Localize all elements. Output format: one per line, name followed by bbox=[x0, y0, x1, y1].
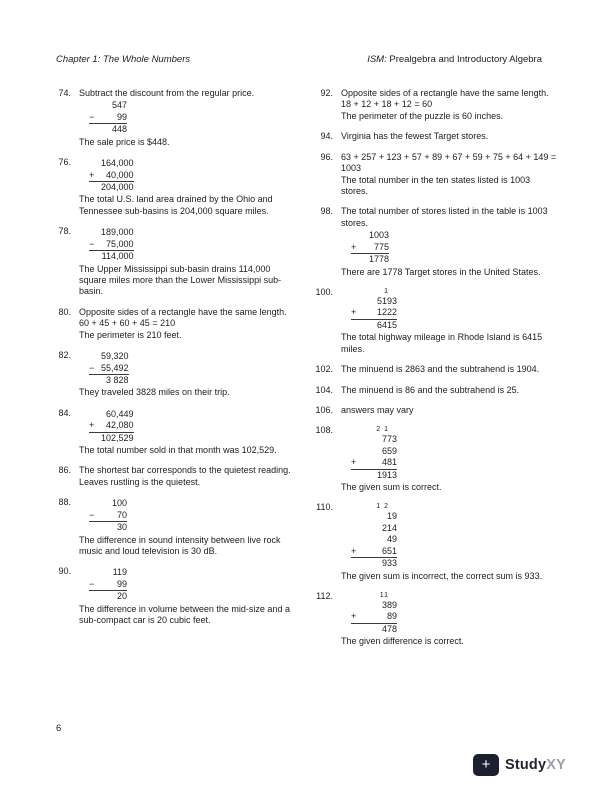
solution-text: answers may vary bbox=[341, 404, 414, 415]
carry-digits: 1 bbox=[384, 287, 389, 295]
solution-text: The difference in sound intensity between live rock music and loud television is 30 dB. bbox=[79, 534, 281, 556]
carry-row bbox=[351, 288, 397, 296]
problem-body bbox=[341, 405, 557, 416]
stack-row bbox=[89, 420, 134, 432]
operand-value: 89 bbox=[386, 611, 397, 622]
logo-wordmark bbox=[505, 756, 566, 774]
solution-text: 63 + 257 + 123 + 57 + 89 + 67 + 59 + 75 + 64 + 149 = 1003 bbox=[341, 151, 557, 174]
stack-result-row bbox=[351, 558, 397, 570]
stack-row bbox=[351, 523, 397, 534]
operand-value: 481 bbox=[381, 457, 397, 468]
operand-value: 119 bbox=[112, 567, 127, 578]
stack-result-row bbox=[89, 432, 134, 444]
problem bbox=[45, 497, 295, 557]
problem-number: 102. bbox=[315, 364, 333, 375]
problem-body bbox=[79, 566, 295, 626]
problem-number: 92. bbox=[320, 88, 333, 99]
operator-sign bbox=[351, 446, 363, 457]
math-stack bbox=[351, 230, 389, 265]
problem-number: 82. bbox=[58, 350, 71, 361]
result-value: 3 828 bbox=[101, 374, 129, 386]
stack-row bbox=[351, 230, 389, 241]
operator-sign bbox=[351, 511, 363, 522]
result-value: 1778 bbox=[363, 254, 389, 266]
problem bbox=[45, 226, 295, 298]
operand-value: 775 bbox=[373, 241, 389, 252]
problem-body bbox=[341, 502, 557, 582]
operator-sign: − bbox=[89, 238, 95, 249]
operator-sign: + bbox=[89, 169, 95, 180]
solution-text: The shortest bar corresponds to the quietest reading. Leaves rustling is the quietest. bbox=[79, 465, 291, 487]
stack-row bbox=[351, 534, 397, 545]
problem-body bbox=[341, 425, 557, 493]
problem-body bbox=[79, 350, 295, 399]
result-value: 20 bbox=[101, 591, 127, 603]
result-value: 30 bbox=[101, 522, 127, 534]
solution-text: The minuend is 2863 and the subtrahend is 1904. bbox=[341, 364, 540, 375]
column-right bbox=[307, 88, 557, 657]
math-stack bbox=[89, 158, 134, 193]
operator-sign bbox=[89, 351, 101, 362]
operator-sign: + bbox=[351, 241, 357, 252]
stack-result-row bbox=[89, 374, 129, 386]
problem bbox=[45, 88, 295, 148]
operand-value: 60,449 bbox=[106, 408, 134, 419]
problem-body bbox=[79, 307, 295, 341]
problem-body bbox=[341, 385, 557, 396]
studyxy-logo bbox=[473, 754, 566, 776]
solution-text: They traveled 3828 miles on their trip. bbox=[79, 387, 230, 398]
result-value: 478 bbox=[363, 623, 397, 635]
result-value: 102,529 bbox=[101, 432, 134, 443]
operand-value: 49 bbox=[386, 534, 397, 545]
operand-value: 19 bbox=[386, 511, 397, 522]
operator-sign bbox=[89, 409, 101, 420]
operator-sign: − bbox=[89, 509, 95, 520]
solution-text: 18 + 12 + 18 + 12 = 60 bbox=[341, 99, 433, 110]
operator-sign: + bbox=[351, 545, 357, 556]
operand-value: 651 bbox=[381, 545, 397, 556]
operator-sign bbox=[351, 600, 363, 611]
page-header bbox=[0, 0, 612, 66]
problem-body bbox=[79, 226, 295, 298]
result-value: 204,000 bbox=[101, 182, 134, 193]
result-spacer bbox=[89, 374, 101, 386]
math-stack bbox=[89, 498, 127, 533]
stack-row bbox=[89, 409, 134, 420]
stack-result-row bbox=[89, 251, 134, 263]
stack-row bbox=[351, 546, 397, 558]
solution-text: The given sum is correct. bbox=[341, 482, 442, 493]
stack-row bbox=[89, 579, 127, 591]
problem-number: 110. bbox=[316, 502, 333, 513]
solution-text: The difference in volume between the mid-size and a sub-compact car is 20 cubic feet. bbox=[79, 603, 290, 626]
carry-spacer bbox=[351, 503, 363, 511]
stack-row bbox=[89, 510, 127, 522]
math-stack bbox=[89, 567, 127, 602]
problem-number: 96. bbox=[320, 151, 333, 162]
stack-row bbox=[89, 100, 127, 111]
problem-body bbox=[79, 497, 295, 557]
problem bbox=[307, 502, 557, 582]
stack-row bbox=[351, 446, 397, 457]
result-spacer bbox=[351, 623, 363, 635]
header-chapter-title: Chapter 1: The Whole Numbers bbox=[56, 54, 191, 65]
result-spacer bbox=[89, 432, 101, 444]
problem-number: 86. bbox=[58, 465, 71, 476]
problem-number: 76. bbox=[58, 157, 71, 168]
solution-text: Opposite sides of a rectangle have the same length. bbox=[79, 306, 287, 317]
stack-row bbox=[89, 239, 134, 251]
solution-text: Virginia has the fewest Target stores. bbox=[341, 131, 489, 142]
problem bbox=[45, 408, 295, 457]
stack-row bbox=[89, 567, 127, 578]
stack-row bbox=[89, 158, 134, 169]
operand-value: 100 bbox=[111, 498, 127, 509]
operand-value: 70 bbox=[116, 509, 127, 520]
stack-result-row bbox=[89, 591, 127, 603]
result-spacer bbox=[89, 251, 101, 263]
operand-value: 214 bbox=[381, 522, 397, 533]
carry-spacer bbox=[351, 426, 363, 434]
operand-value: 189,000 bbox=[101, 227, 134, 238]
result-spacer bbox=[89, 182, 101, 194]
solution-text: The total number in the ten states listed is 1003 stores. bbox=[341, 174, 531, 197]
operator-sign bbox=[351, 523, 363, 534]
problem bbox=[307, 287, 557, 355]
result-value: 933 bbox=[363, 558, 397, 570]
problem bbox=[45, 350, 295, 399]
header-book-title-rest: Prealgebra and Introductory Algebra bbox=[386, 54, 542, 65]
problem bbox=[307, 591, 557, 648]
problem bbox=[307, 88, 557, 122]
problem-number: 104. bbox=[315, 384, 333, 395]
operand-value: 389 bbox=[381, 599, 397, 610]
stack-row bbox=[89, 227, 134, 238]
operator-sign bbox=[89, 498, 101, 509]
problem-body bbox=[341, 591, 557, 648]
problem bbox=[45, 307, 295, 341]
logo-wordmark-xy: XY bbox=[546, 756, 566, 773]
problem-body bbox=[341, 152, 557, 198]
result-value: 6415 bbox=[363, 319, 397, 331]
stack-row bbox=[89, 170, 134, 182]
stack-result-row bbox=[351, 469, 397, 481]
operator-sign: − bbox=[89, 362, 95, 373]
math-stack bbox=[351, 503, 397, 569]
problem bbox=[45, 566, 295, 626]
problem-number: 90. bbox=[58, 566, 71, 577]
result-spacer bbox=[351, 469, 363, 481]
operand-value: 164,000 bbox=[101, 158, 134, 169]
problem bbox=[307, 131, 557, 142]
solution-text: The perimeter is 210 feet. bbox=[79, 329, 182, 340]
plus-icon: + bbox=[481, 756, 491, 773]
stack-result-row bbox=[351, 623, 397, 635]
problem bbox=[45, 157, 295, 217]
problem-number: 78. bbox=[58, 226, 71, 237]
operator-sign bbox=[89, 100, 101, 111]
operator-sign bbox=[89, 567, 101, 578]
result-spacer bbox=[351, 319, 363, 331]
operator-sign bbox=[351, 534, 363, 545]
operand-value: 547 bbox=[111, 100, 127, 111]
solution-text: 60 + 45 + 60 + 45 = 210 bbox=[79, 318, 176, 329]
carry-row bbox=[351, 426, 397, 434]
stack-row bbox=[351, 307, 397, 319]
solution-text: The given difference is correct. bbox=[341, 636, 464, 647]
stack-row bbox=[351, 434, 397, 445]
result-value: 1913 bbox=[363, 469, 397, 481]
problem-body bbox=[341, 206, 557, 278]
carry-spacer bbox=[351, 288, 363, 296]
problem-number: 112. bbox=[316, 590, 333, 601]
operator-sign: + bbox=[351, 457, 357, 468]
solution-text: The total highway mileage in Rhode Island is 6415 miles. bbox=[341, 332, 543, 354]
math-stack bbox=[351, 592, 397, 635]
stack-row bbox=[89, 363, 129, 375]
operand-value: 773 bbox=[381, 434, 397, 445]
result-value: 114,000 bbox=[101, 251, 134, 262]
header-book-title bbox=[367, 54, 542, 66]
problem bbox=[307, 425, 557, 493]
logo-wordmark-study: Study bbox=[504, 756, 547, 773]
problem-number: 84. bbox=[58, 407, 71, 418]
operand-value: 42,080 bbox=[106, 420, 134, 431]
operator-sign: + bbox=[351, 611, 357, 622]
carry-digits: 2 1 bbox=[376, 426, 389, 434]
solution-text: Subtract the discount from the regular price. bbox=[79, 88, 255, 99]
operator-sign bbox=[351, 434, 363, 445]
operand-value: 75,000 bbox=[106, 238, 134, 249]
operand-value: 59,320 bbox=[101, 351, 129, 362]
stack-result-row bbox=[351, 319, 397, 331]
result-spacer bbox=[89, 591, 101, 603]
result-spacer bbox=[89, 124, 101, 136]
problem-number: 88. bbox=[58, 497, 71, 508]
operand-value: 5193 bbox=[376, 295, 397, 306]
operand-value: 99 bbox=[116, 111, 127, 122]
result-spacer bbox=[351, 558, 363, 570]
operator-sign: − bbox=[89, 111, 95, 122]
solution-text: There are 1778 Target stores in the United States. bbox=[341, 266, 541, 277]
solution-text: The given sum is incorrect, the correct sum is 933. bbox=[341, 570, 543, 581]
stack-row bbox=[89, 498, 127, 509]
operand-value: 1003 bbox=[368, 230, 389, 241]
problem-number: 74. bbox=[58, 88, 71, 99]
stack-result-row bbox=[351, 254, 389, 266]
math-stack bbox=[89, 409, 134, 444]
operator-sign: + bbox=[351, 307, 357, 318]
problem-body bbox=[79, 408, 295, 457]
stack-row bbox=[351, 511, 397, 522]
problem-number: 98. bbox=[320, 206, 333, 217]
stack-row bbox=[351, 457, 397, 469]
operator-sign bbox=[89, 227, 101, 238]
operand-value: 1222 bbox=[376, 307, 397, 318]
logo-box bbox=[473, 754, 499, 776]
operand-value: 99 bbox=[116, 578, 127, 589]
problem-body bbox=[341, 287, 557, 355]
problem-body bbox=[79, 465, 295, 488]
problem-body bbox=[341, 88, 557, 122]
problem-number: 80. bbox=[58, 306, 71, 317]
math-stack bbox=[89, 100, 127, 135]
solutions-content bbox=[0, 66, 612, 657]
carry-digits: 11 bbox=[379, 591, 389, 599]
stack-row bbox=[351, 242, 389, 254]
math-stack bbox=[89, 351, 129, 386]
stack-row bbox=[351, 600, 397, 611]
carry-row bbox=[351, 503, 397, 511]
stack-row bbox=[89, 351, 129, 362]
carry-spacer bbox=[351, 592, 363, 600]
problem-number: 94. bbox=[320, 131, 333, 142]
result-spacer bbox=[89, 522, 101, 534]
stack-row bbox=[351, 611, 397, 623]
stack-result-row bbox=[89, 182, 134, 194]
problem bbox=[307, 364, 557, 375]
solution-text: Opposite sides of a rectangle have the same length. bbox=[341, 88, 549, 99]
stack-row bbox=[89, 112, 127, 124]
solution-text: The minuend is 86 and the subtrahend is 25. bbox=[341, 384, 520, 395]
stack-result-row bbox=[89, 124, 127, 136]
solution-text: The total U.S. land area drained by the Ohio and Tennessee sub-basins is 204,000 square miles. bbox=[79, 194, 273, 216]
solution-text: The sale price is $448. bbox=[79, 136, 170, 147]
operator-sign bbox=[351, 296, 363, 307]
problem bbox=[307, 206, 557, 278]
math-stack bbox=[351, 288, 397, 331]
problem-body bbox=[79, 88, 295, 148]
solution-text: The perimeter of the puzzle is 60 inches. bbox=[341, 110, 504, 121]
page-number: 6 bbox=[56, 722, 62, 734]
problem-body bbox=[341, 131, 557, 142]
problem-body bbox=[79, 157, 295, 217]
result-spacer bbox=[351, 254, 363, 266]
operator-sign bbox=[89, 158, 101, 169]
operator-sign: + bbox=[89, 420, 95, 431]
math-stack bbox=[89, 227, 134, 262]
solution-text: The total number of stores listed in the table is 1003 stores. bbox=[341, 206, 548, 228]
stack-result-row bbox=[89, 522, 127, 534]
math-stack bbox=[351, 426, 397, 481]
stack-row bbox=[351, 296, 397, 307]
problem bbox=[307, 405, 557, 416]
problem bbox=[307, 385, 557, 396]
operator-sign: − bbox=[89, 578, 95, 589]
solution-text: The Upper Mississippi sub-basin drains 114,000 square miles more than the Lower Mississippi sub-basin. bbox=[79, 263, 282, 297]
problem-body bbox=[341, 364, 557, 375]
problem bbox=[45, 465, 295, 488]
operand-value: 659 bbox=[381, 445, 397, 456]
operand-value: 40,000 bbox=[106, 169, 134, 180]
header-book-title-ism: ISM: bbox=[367, 54, 387, 65]
operator-sign bbox=[351, 230, 363, 241]
problem-number: 100. bbox=[315, 286, 333, 297]
operand-value: 55,492 bbox=[101, 362, 129, 373]
carry-digits: 1 2 bbox=[376, 503, 389, 511]
column-left bbox=[45, 88, 295, 657]
carry-row bbox=[351, 592, 397, 600]
problem-number: 106. bbox=[315, 404, 333, 415]
solution-text: The total number sold in that month was 102,529. bbox=[79, 445, 277, 456]
problem-number: 108. bbox=[315, 425, 333, 436]
problem bbox=[307, 152, 557, 198]
result-value: 448 bbox=[101, 124, 127, 136]
